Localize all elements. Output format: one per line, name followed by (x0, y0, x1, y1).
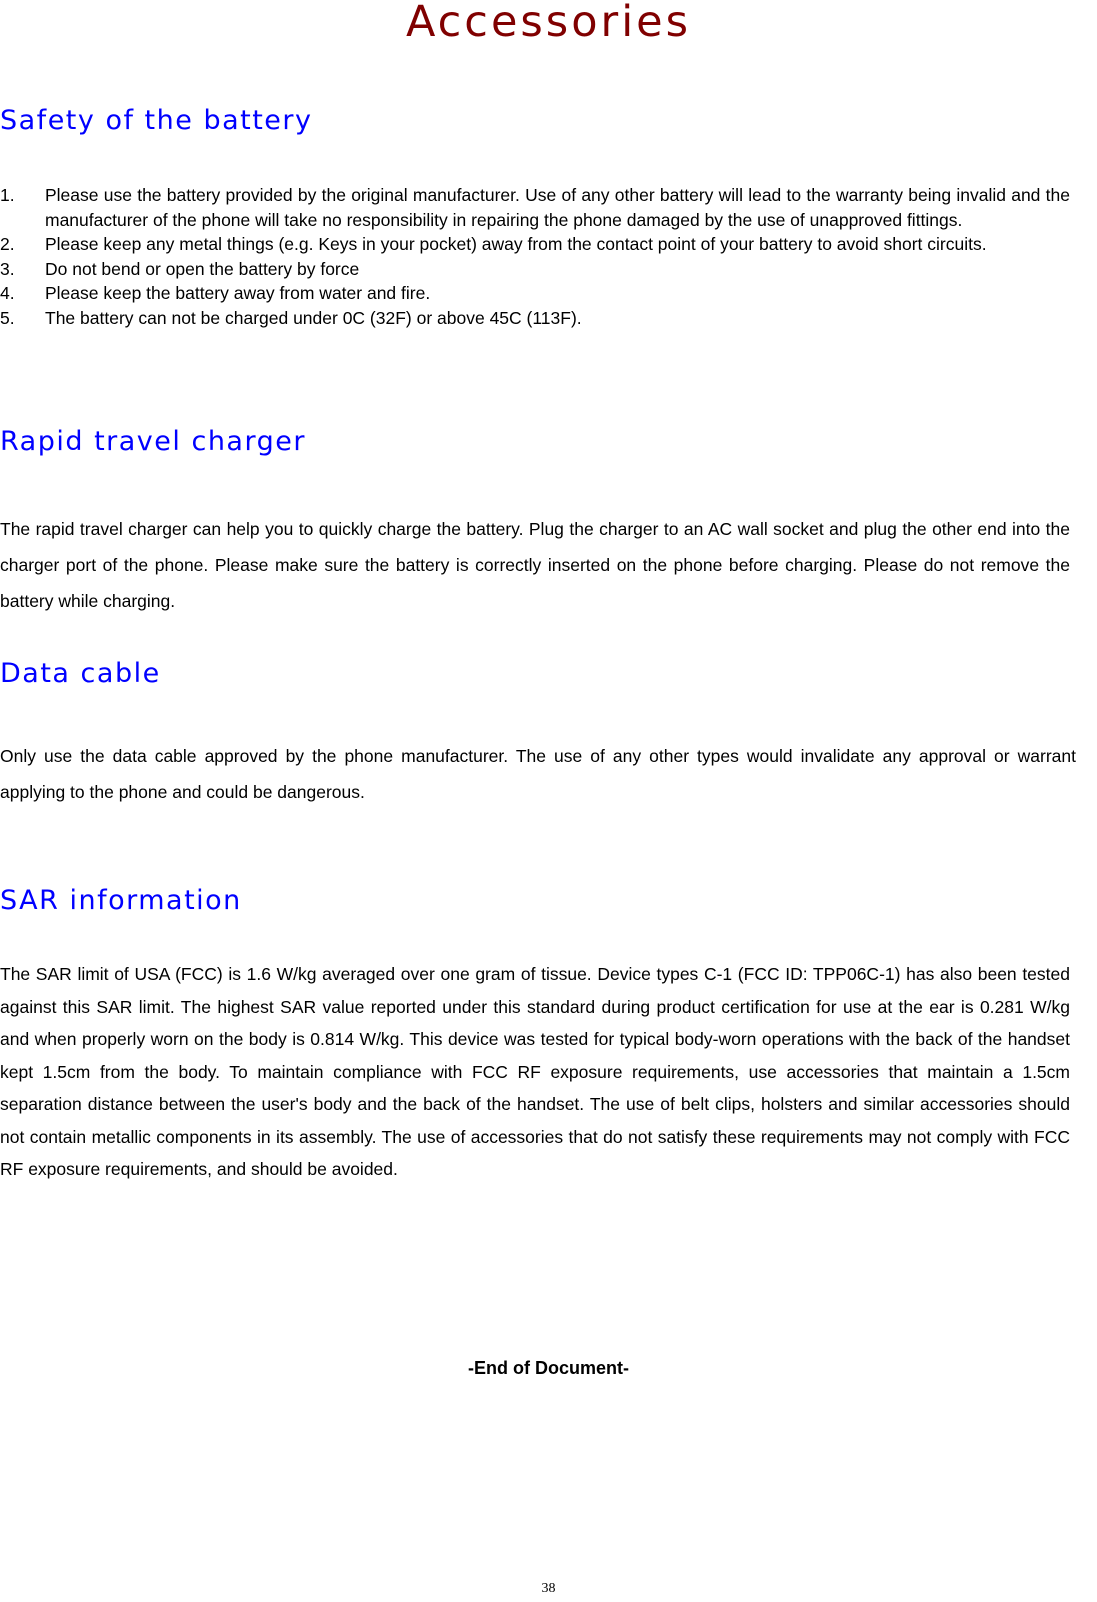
charger-paragraph: The rapid travel charger can help you to quickly charge the battery. Plug the charger to an AC wall socket and plug the other end into the charger port of the phone. Please make sure the battery is correctly inserted on the phone before charging. Please do not remove the battery while charging. (0, 519, 1070, 611)
battery-safety-list (0, 183, 1070, 330)
sar-paragraph: The SAR limit of USA (FCC) is 1.6 W/kg averaged over one gram of tissue. Device types C-1 (FCC ID: TPP06C-1) has also been tested against this SAR limit. The highest SAR value reported under this standard during product certification for use at the ear is 0.281 W/kg and when properly worn on the body is 0.814 W/kg. This device was tested for typical body-worn operations with the back of the handset kept 1.5cm from the body. To maintain compliance with FCC RF exposure requirements, use accessories that maintain a 1.5cm separation distance between the user's body and the back of the handset. The use of belt clips, holsters and similar accessories should not contain metallic components in its assembly. The use of accessories that do not satisfy these requirements may not comply with FCC RF exposure requirements, and should be avoided. (0, 964, 1070, 1179)
list-item-text: Please use the battery provided by the original manufacturer. Use of any other battery will lead to the warranty being invalid and the manufacturer of the phone will take no responsibility in repairing the phone damaged by the use of unapproved fittings. (45, 185, 1070, 230)
list-item (0, 306, 1070, 331)
list-item-text: Please keep the battery away from water and fire. (45, 283, 431, 303)
list-item-number: 2. (0, 234, 15, 254)
list-item-number: 5. (0, 307, 15, 328)
section-heading-sar: SAR information (0, 885, 242, 916)
data-cable-paragraph: Only use the data cable approved by the phone manufacturer. The use of any other types would invalidate any approval or warrant applying to the phone and could be dangerous. (0, 746, 1076, 802)
list-item (0, 281, 1070, 306)
section-heading-charger: Rapid travel charger (0, 426, 306, 457)
list-item (0, 183, 1070, 232)
list-item (0, 257, 1070, 282)
page-title: Accessories (406, 0, 691, 47)
page-number: 38 (541, 1581, 556, 1596)
list-item-text: The battery can not be charged under 0C (32F) or above 45C (113F). (45, 307, 582, 328)
list-item-text: Do not bend or open the battery by force (45, 258, 360, 279)
section-heading-battery: Safety of the battery (0, 105, 313, 136)
section-heading-data-cable: Data cable (0, 658, 161, 689)
list-item (0, 232, 1070, 257)
list-item-number: 1. (0, 185, 15, 205)
list-item-text: Please keep any metal things (e.g. Keys in your pocket) away from the contact point of your battery to avoid short circuits. (45, 234, 987, 254)
list-item-number: 4. (0, 283, 15, 303)
end-of-document: -End of Document- (468, 1358, 629, 1378)
list-item-number: 3. (0, 258, 15, 279)
